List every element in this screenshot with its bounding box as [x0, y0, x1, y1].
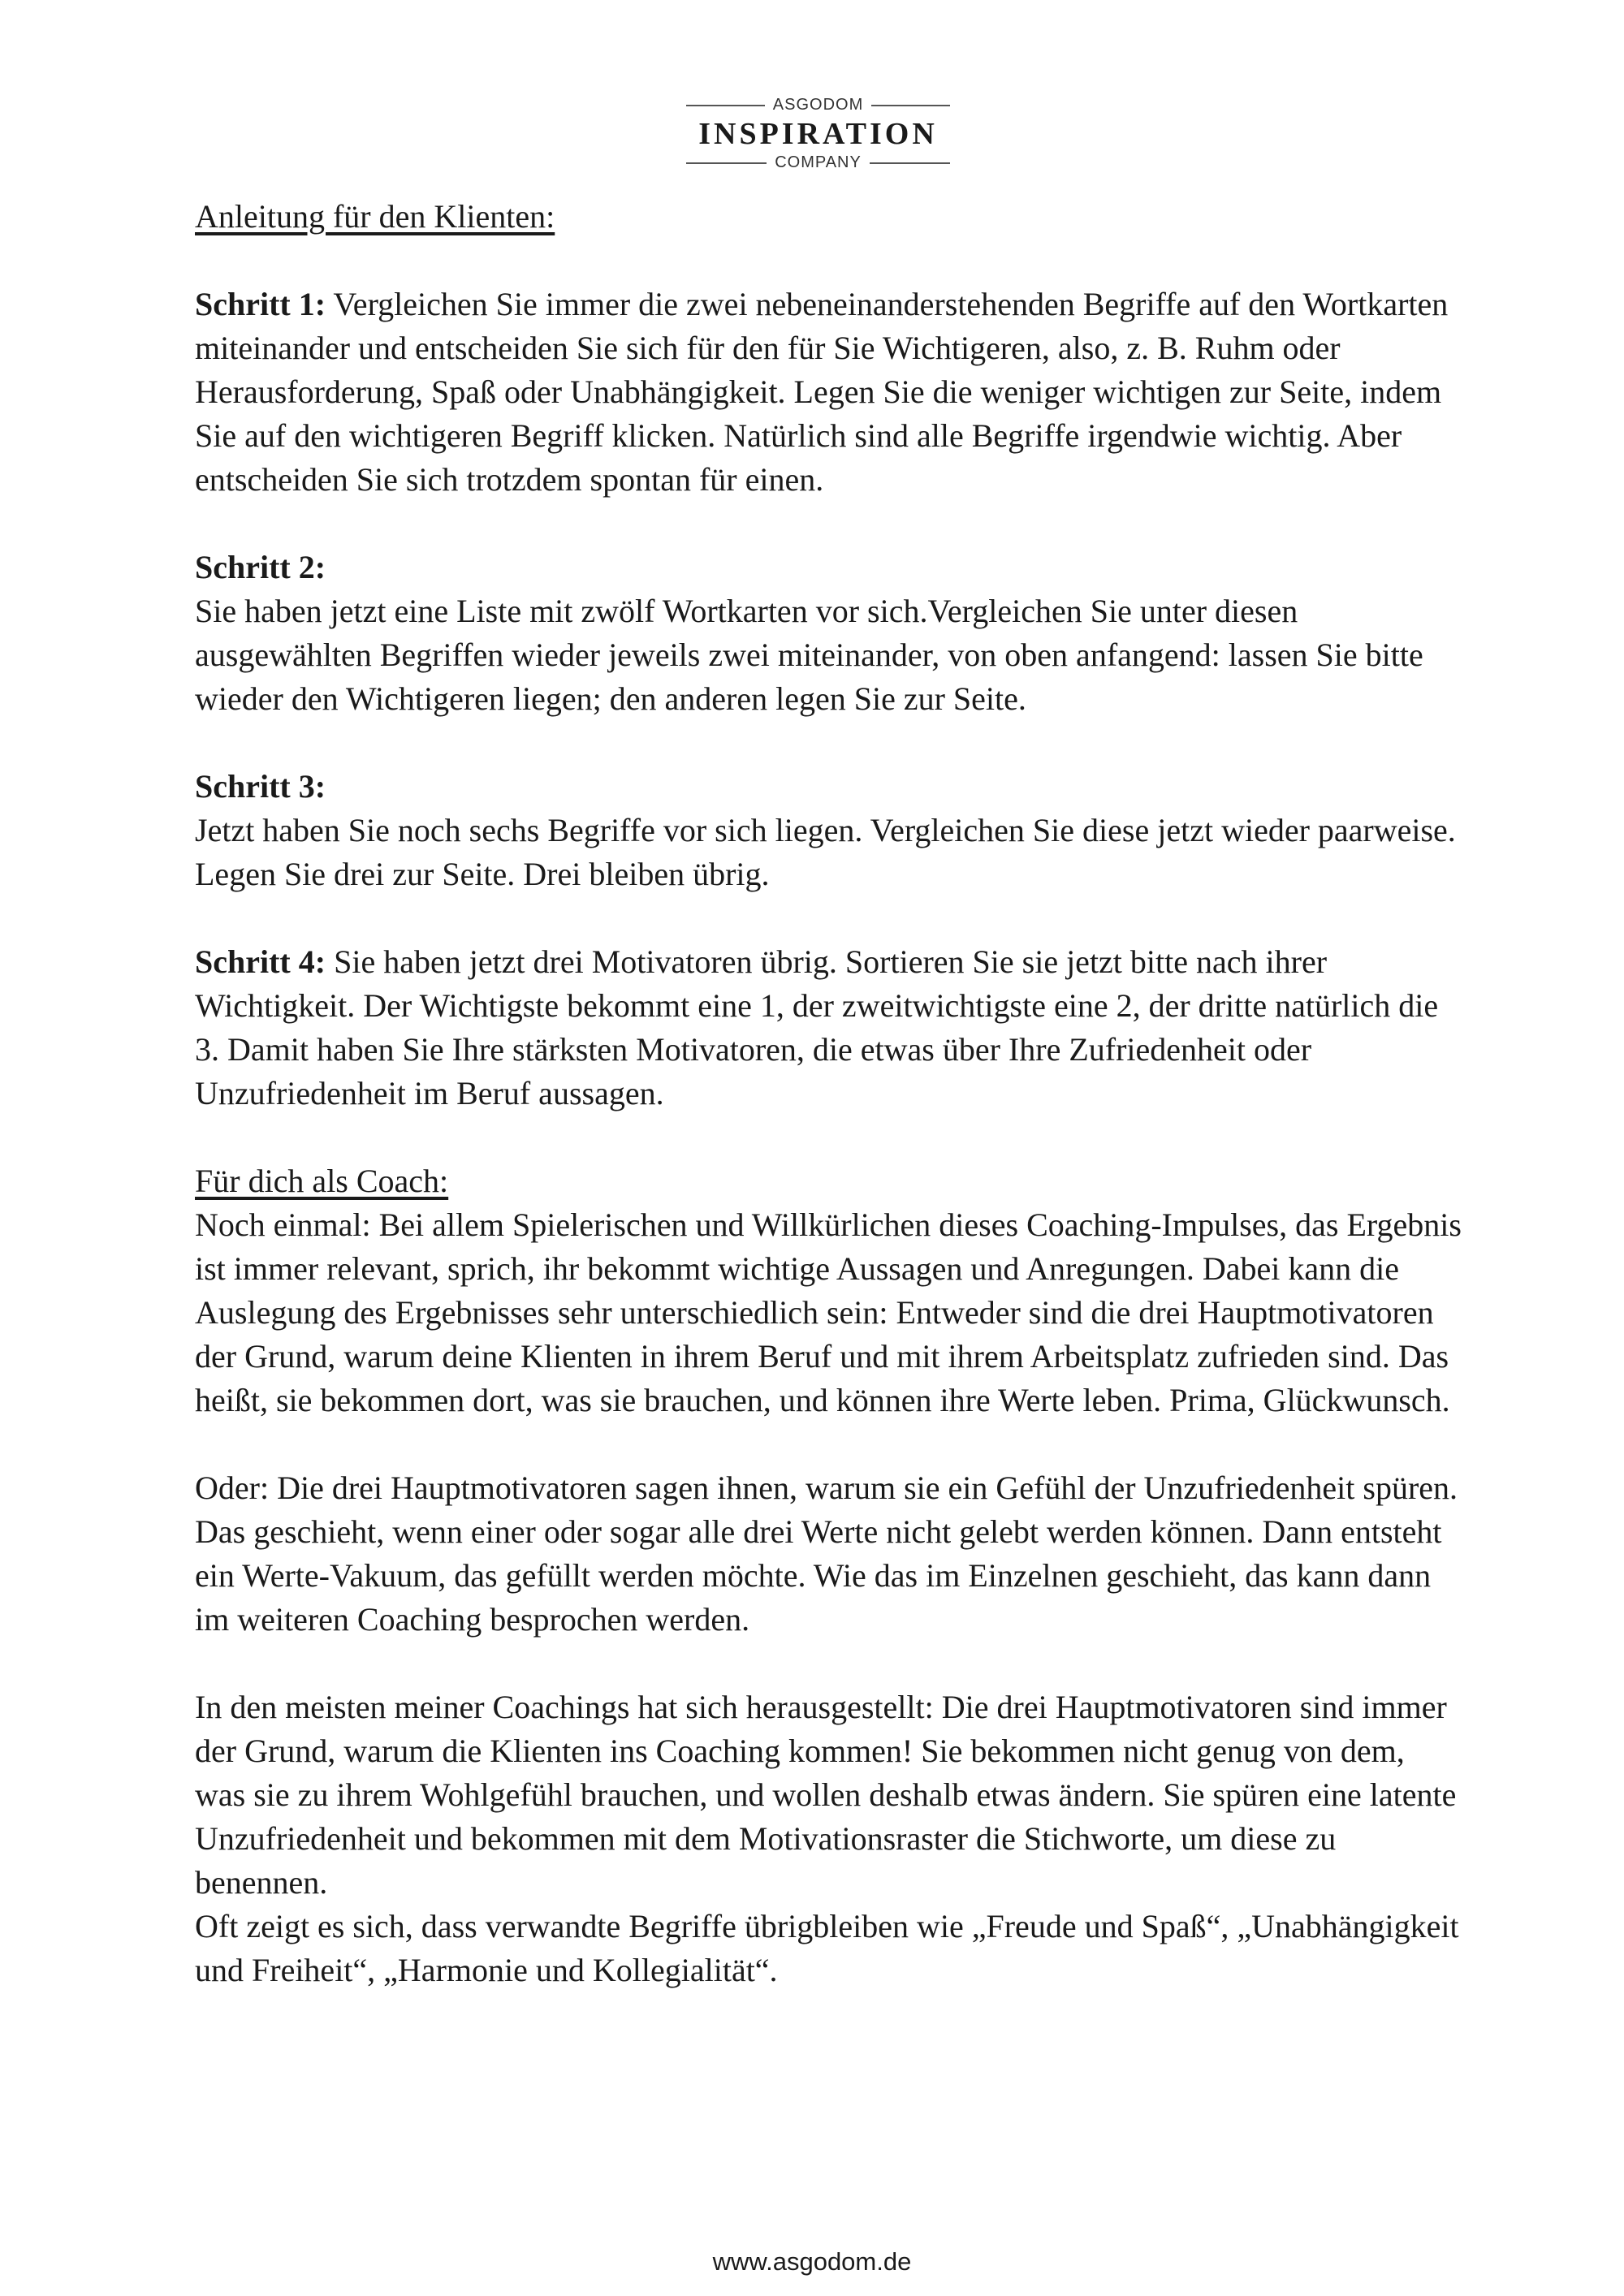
client-instructions-heading: Anleitung für den Klienten: — [195, 198, 555, 235]
logo-divider — [686, 105, 765, 106]
logo-top-text: ASGODOM — [772, 96, 864, 114]
logo-main-text: INSPIRATION — [698, 117, 938, 151]
coach-paragraph: Oft zeigt es sich, dass verwandte Begriffe übrigbleiben wie „Freude und Spaß“, „Unabhängigkeit und Freiheit“, „Harmonie und Kollegialität“. — [195, 1908, 1459, 1988]
step-4-label: Schritt 4: — [195, 943, 326, 980]
step-4-text: Sie haben jetzt drei Motivatoren übrig. Sortieren Sie sie jetzt bitte nach ihrer Wichtigkeit. Der Wichtigste bekommt eine 1, der zweitwichtigste eine 2, der dritte natürlich die 3. Damit haben Sie Ihre stärksten Motivatoren, die etwas über Ihre Zufriedenheit oder Unzufriedenheit im Beruf aussagen. — [195, 943, 1439, 1111]
step-1-text: Vergleichen Sie immer die zwei nebeneinanderstehenden Begriffe auf den Wortkarten miteinander und entscheiden Sie sich für den für Sie Wichtigeren, also, z. B. Ruhm oder Herausforderung, Spaß oder Unabhängigkeit. Legen Sie die weniger wichtigen zur Seite, indem Sie auf den wichtigeren Begriff klicken. Natürlich sind alle Begriffe irgendwie wichtig. Aber entscheiden Sie sich trotzdem spontan für einen. — [195, 286, 1449, 498]
logo-divider — [870, 162, 950, 164]
step-2-text: Sie haben jetzt eine Liste mit zwölf Wortkarten vor sich.Vergleichen Sie unter diesen ausgewählten Begriffen wieder jeweils zwei miteinander, von oben anfangend: lassen Sie bitte wieder den Wichtigeren liegen; den anderen legen Sie zur Seite. — [195, 593, 1423, 717]
step-3-label: Schritt 3: — [195, 768, 326, 805]
coach-paragraph: In den meisten meiner Coachings hat sich herausgestellt: Die drei Hauptmotivatoren sind immer der Grund, warum die Klienten ins Coaching kommen! Sie bekommen nicht genug von dem, was sie zu ihrem Wohlgefühl brauchen, und wollen deshalb etwas ändern. Sie spüren eine latente Unzufriedenheit und bekommen mit dem Motivationsraster die Stichworte, um diese zu benennen. — [195, 1689, 1457, 1901]
document-body — [195, 195, 1462, 1992]
logo-bottom-row — [686, 153, 950, 172]
logo-divider — [686, 162, 767, 164]
logo-bottom-text: COMPANY — [775, 153, 862, 171]
footer-url: www.asgodom.de — [712, 2247, 912, 2276]
step-4 — [195, 940, 1462, 1116]
step-2-label: Schritt 2: — [195, 549, 326, 585]
step-1-label: Schritt 1: — [195, 286, 326, 322]
logo-top-row — [686, 96, 950, 114]
logo-divider — [871, 105, 950, 106]
step-1 — [195, 283, 1462, 502]
company-logo — [686, 96, 950, 172]
coach-paragraph: Noch einmal: Bei allem Spielerischen und Willkürlichen dieses Coaching-Impulses, das Ergebnis ist immer relevant, sprich, ihr bekommt wichtige Aussagen und Anregungen. Dabei kann die Auslegung des Ergebnisses sehr unterschiedlich sein: Entweder sind die drei Hauptmotivatoren der Grund, warum deine Klienten in ihrem Beruf und mit ihrem Arbeitsplatz zufrieden sind. Das heißt, sie bekommen dort, was sie brauchen, und können ihre Werte leben. Prima, Glückwunsch. — [195, 1206, 1462, 1418]
coach-heading: Für dich als Coach: — [195, 1163, 449, 1199]
coach-paragraph: Oder: Die drei Hauptmotivatoren sagen ihnen, warum sie ein Gefühl der Unzufriedenheit spüren. Das geschieht, wenn einer oder sogar alle drei Werte nicht gelebt werden können. Dann entsteht ein Werte-Vakuum, das gefüllt werden möchte. Wie das im Einzelnen geschieht, das kann dann im weiteren Coaching besprochen werden. — [195, 1470, 1458, 1638]
step-3-text: Jetzt haben Sie noch sechs Begriffe vor sich liegen. Vergleichen Sie diese jetzt wieder paarweise. Legen Sie drei zur Seite. Drei bleiben übrig. — [195, 812, 1456, 892]
